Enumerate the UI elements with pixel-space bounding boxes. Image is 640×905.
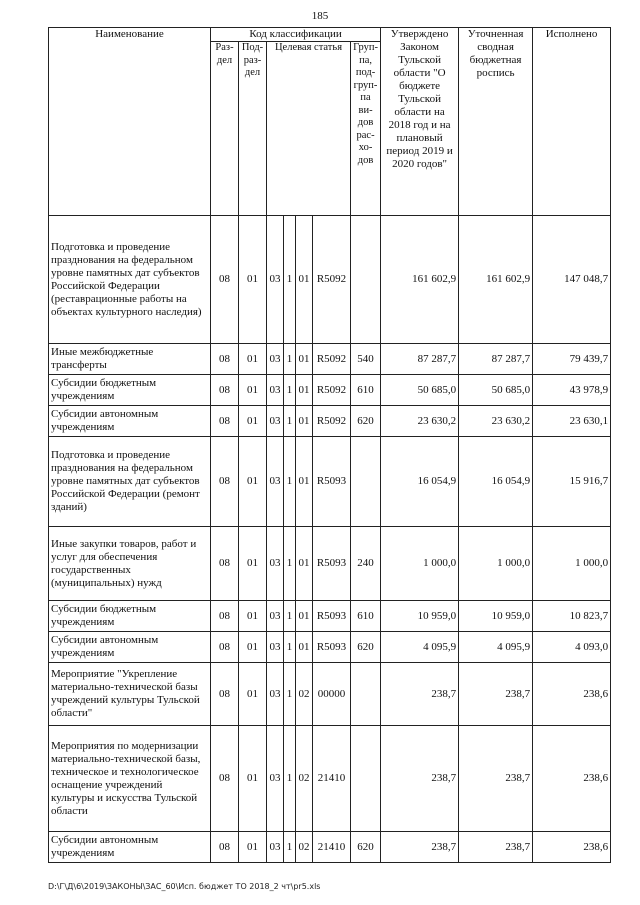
row-code-program: 03	[267, 406, 284, 437]
row-name: Мероприятие "Укрепление материально-технической базы учреждений культуры Тульской области"	[49, 663, 211, 726]
row-code-measure: 01	[296, 527, 313, 601]
row-subsection: 01	[239, 406, 267, 437]
table-row	[49, 832, 611, 863]
row-name: Субсидии автономным учреждениям	[49, 832, 211, 863]
table-row	[49, 663, 611, 726]
row-refined: 87 287,7	[459, 344, 533, 375]
row-executed: 238,6	[533, 832, 611, 863]
table-row	[49, 601, 611, 632]
row-code-type: 1	[284, 344, 296, 375]
row-code-measure: 02	[296, 663, 313, 726]
row-expense-group	[351, 437, 381, 527]
row-refined: 1 000,0	[459, 527, 533, 601]
row-expense-group	[351, 663, 381, 726]
table-row	[49, 216, 611, 344]
row-refined: 238,7	[459, 832, 533, 863]
header-executed: Исполнено	[533, 28, 611, 216]
row-executed: 1 000,0	[533, 527, 611, 601]
row-code-type: 1	[284, 632, 296, 663]
row-code-measure: 01	[296, 601, 313, 632]
row-code-program: 03	[267, 375, 284, 406]
row-subsection: 01	[239, 527, 267, 601]
header-section: Раз-дел	[211, 42, 239, 216]
row-section: 08	[211, 437, 239, 527]
row-code-type: 1	[284, 832, 296, 863]
row-code-measure: 02	[296, 726, 313, 832]
row-name: Иные межбюджетные трансферты	[49, 344, 211, 375]
row-section: 08	[211, 216, 239, 344]
row-executed: 43 978,9	[533, 375, 611, 406]
row-code-direction: R5093	[313, 601, 351, 632]
row-code-type: 1	[284, 375, 296, 406]
row-approved: 50 685,0	[381, 375, 459, 406]
row-code-measure: 01	[296, 344, 313, 375]
row-section: 08	[211, 832, 239, 863]
row-name: Иные закупки товаров, работ и услуг для обеспечения государственных (муниципальных) нужд	[49, 527, 211, 601]
header-row	[49, 28, 611, 42]
row-code-type: 1	[284, 663, 296, 726]
row-section: 08	[211, 663, 239, 726]
table-row	[49, 344, 611, 375]
budget-table	[48, 27, 611, 863]
table-row	[49, 527, 611, 601]
row-code-program: 03	[267, 601, 284, 632]
row-subsection: 01	[239, 726, 267, 832]
row-executed: 15 916,7	[533, 437, 611, 527]
row-code-measure: 01	[296, 437, 313, 527]
row-refined: 238,7	[459, 726, 533, 832]
row-approved: 238,7	[381, 663, 459, 726]
row-expense-group: 540	[351, 344, 381, 375]
header-subsection: Под-раз-дел	[239, 42, 267, 216]
row-code-type: 1	[284, 726, 296, 832]
row-name: Субсидии бюджетным учреждениям	[49, 375, 211, 406]
row-expense-group: 620	[351, 406, 381, 437]
row-subsection: 01	[239, 437, 267, 527]
row-executed: 238,6	[533, 726, 611, 832]
row-code-direction: 21410	[313, 832, 351, 863]
row-code-direction: R5092	[313, 406, 351, 437]
row-approved: 1 000,0	[381, 527, 459, 601]
row-name: Мероприятия по модернизации материально-технической базы, техническое и технологическое оснащение учреждений культуры и искусства Тульской области	[49, 726, 211, 832]
row-executed: 79 439,7	[533, 344, 611, 375]
row-code-type: 1	[284, 601, 296, 632]
row-code-measure: 01	[296, 406, 313, 437]
row-refined: 50 685,0	[459, 375, 533, 406]
header-expense-group: Груп-па, под-груп-па ви-дов рас-хо-дов	[351, 42, 381, 216]
row-approved: 16 054,9	[381, 437, 459, 527]
row-code-program: 03	[267, 632, 284, 663]
row-subsection: 01	[239, 832, 267, 863]
header-approved: Утверждено Законом Тульской области "О бюджете Тульской области на 2018 год и на плановый период 2019 и 2020 годов"	[381, 28, 459, 216]
row-executed: 147 048,7	[533, 216, 611, 344]
row-subsection: 01	[239, 344, 267, 375]
page-number: 185	[311, 10, 329, 22]
row-refined: 23 630,2	[459, 406, 533, 437]
row-subsection: 01	[239, 375, 267, 406]
row-code-direction: R5093	[313, 632, 351, 663]
row-refined: 238,7	[459, 663, 533, 726]
table-body	[49, 216, 611, 863]
row-section: 08	[211, 527, 239, 601]
row-code-direction: R5092	[313, 344, 351, 375]
row-approved: 23 630,2	[381, 406, 459, 437]
row-code-direction: 21410	[313, 726, 351, 832]
row-code-program: 03	[267, 216, 284, 344]
row-section: 08	[211, 406, 239, 437]
row-approved: 10 959,0	[381, 601, 459, 632]
row-code-type: 1	[284, 216, 296, 344]
row-name: Субсидии автономным учреждениям	[49, 406, 211, 437]
row-section: 08	[211, 344, 239, 375]
row-refined: 161 602,9	[459, 216, 533, 344]
row-code-measure: 01	[296, 375, 313, 406]
row-approved: 238,7	[381, 726, 459, 832]
header-target-article: Целевая статья	[267, 42, 351, 216]
row-code-measure: 01	[296, 216, 313, 344]
table-row	[49, 726, 611, 832]
table-row	[49, 632, 611, 663]
row-refined: 10 959,0	[459, 601, 533, 632]
row-name: Подготовка и проведение празднования на федеральном уровне памятных дат субъектов Российской Федерации (реставрационные работы на объектах культурного наследия)	[49, 216, 211, 344]
header-refined: Уточненная сводная бюджетная роспись	[459, 28, 533, 216]
row-code-program: 03	[267, 726, 284, 832]
row-code-measure: 01	[296, 632, 313, 663]
row-section: 08	[211, 375, 239, 406]
row-code-type: 1	[284, 406, 296, 437]
row-refined: 4 095,9	[459, 632, 533, 663]
header-code-group: Код классификации	[211, 28, 381, 42]
row-code-direction: R5093	[313, 527, 351, 601]
row-code-direction: R5092	[313, 375, 351, 406]
row-expense-group: 620	[351, 632, 381, 663]
row-expense-group	[351, 216, 381, 344]
row-subsection: 01	[239, 601, 267, 632]
row-section: 08	[211, 601, 239, 632]
row-code-direction: R5092	[313, 216, 351, 344]
row-code-measure: 02	[296, 832, 313, 863]
row-name: Субсидии автономным учреждениям	[49, 632, 211, 663]
row-code-program: 03	[267, 663, 284, 726]
row-section: 08	[211, 632, 239, 663]
row-code-program: 03	[267, 437, 284, 527]
row-executed: 10 823,7	[533, 601, 611, 632]
row-executed: 23 630,1	[533, 406, 611, 437]
row-subsection: 01	[239, 632, 267, 663]
row-expense-group	[351, 726, 381, 832]
row-refined: 16 054,9	[459, 437, 533, 527]
table-row	[49, 437, 611, 527]
header-name: Наименование	[49, 28, 211, 216]
row-code-direction: R5093	[313, 437, 351, 527]
row-expense-group: 240	[351, 527, 381, 601]
row-subsection: 01	[239, 663, 267, 726]
table-row	[49, 406, 611, 437]
row-executed: 4 093,0	[533, 632, 611, 663]
row-approved: 87 287,7	[381, 344, 459, 375]
row-code-type: 1	[284, 437, 296, 527]
row-expense-group: 610	[351, 601, 381, 632]
row-subsection: 01	[239, 216, 267, 344]
row-approved: 238,7	[381, 832, 459, 863]
row-code-program: 03	[267, 344, 284, 375]
row-approved: 161 602,9	[381, 216, 459, 344]
file-path-footer: D:\Г\Д\6\2019\ЗАКОНЫ\ЗАС_60\Исп. бюджет ТО 2018_2 чт\pr5.xls	[48, 882, 321, 891]
row-name: Подготовка и проведение празднования на федеральном уровне памятных дат субъектов Российской Федерации (ремонт зданий)	[49, 437, 211, 527]
row-code-program: 03	[267, 527, 284, 601]
row-code-program: 03	[267, 832, 284, 863]
row-expense-group: 620	[351, 832, 381, 863]
table-row	[49, 375, 611, 406]
row-section: 08	[211, 726, 239, 832]
row-code-type: 1	[284, 527, 296, 601]
row-approved: 4 095,9	[381, 632, 459, 663]
row-executed: 238,6	[533, 663, 611, 726]
row-name: Субсидии бюджетным учреждениям	[49, 601, 211, 632]
row-code-direction: 00000	[313, 663, 351, 726]
row-expense-group: 610	[351, 375, 381, 406]
